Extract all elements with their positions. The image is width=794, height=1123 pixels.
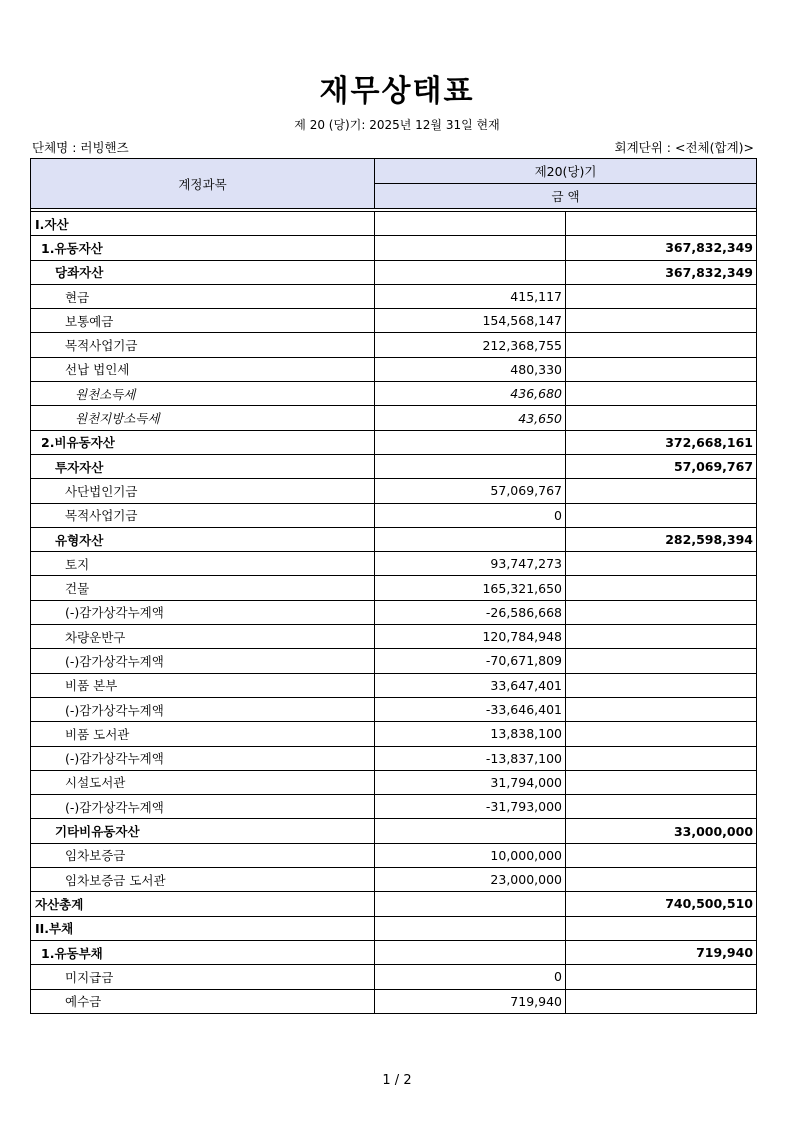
account-name: 미지급금 (31, 965, 375, 989)
detail-amount: 719,940 (375, 989, 566, 1013)
detail-amount: 120,784,948 (375, 625, 566, 649)
page-title: 재무상태표 (319, 74, 475, 109)
total-amount (566, 333, 757, 357)
total-amount: 367,832,349 (566, 236, 757, 260)
account-name: 비품 도서관 (31, 722, 375, 746)
total-amount (566, 406, 757, 430)
table-row (31, 430, 757, 454)
total-amount (566, 625, 757, 649)
detail-amount: 480,330 (375, 357, 566, 381)
total-amount: 282,598,394 (566, 527, 757, 551)
detail-amount: 165,321,650 (375, 576, 566, 600)
account-name: (-)감가상각누계액 (31, 697, 375, 721)
account-name: 임차보증금 도서관 (31, 868, 375, 892)
detail-amount: 23,000,000 (375, 868, 566, 892)
table-row (31, 333, 757, 357)
detail-amount: 93,747,273 (375, 552, 566, 576)
table-row (31, 552, 757, 576)
total-amount (566, 722, 757, 746)
detail-amount (375, 916, 566, 940)
table-row (31, 989, 757, 1013)
table-row (31, 965, 757, 989)
total-amount (566, 503, 757, 527)
detail-amount: 13,838,100 (375, 722, 566, 746)
header-account: 계정과목 (31, 159, 375, 209)
account-name: (-)감가상각누계액 (31, 746, 375, 770)
total-amount (566, 746, 757, 770)
table-row (31, 868, 757, 892)
account-name: 비품 본부 (31, 673, 375, 697)
total-amount (566, 284, 757, 308)
total-amount (566, 795, 757, 819)
total-amount (566, 673, 757, 697)
detail-amount: -33,646,401 (375, 697, 566, 721)
account-name: (-)감가상각누계액 (31, 600, 375, 624)
account-name: 목적사업기금 (31, 333, 375, 357)
total-amount (566, 576, 757, 600)
detail-amount: 415,117 (375, 284, 566, 308)
table-row (31, 940, 757, 964)
table-row (31, 819, 757, 843)
detail-amount (375, 454, 566, 478)
page-indicator: 1 / 2 (382, 1073, 412, 1088)
total-amount (566, 309, 757, 333)
table-row (31, 892, 757, 916)
total-amount (566, 770, 757, 794)
account-name: 보통예금 (31, 309, 375, 333)
account-name: 사단법인기금 (31, 479, 375, 503)
account-name: 유형자산 (31, 527, 375, 551)
table-row (31, 746, 757, 770)
detail-amount (375, 940, 566, 964)
total-amount: 57,069,767 (566, 454, 757, 478)
table-body (31, 212, 757, 1014)
table-row (31, 454, 757, 478)
detail-amount (375, 430, 566, 454)
total-amount: 367,832,349 (566, 260, 757, 284)
table-row (31, 284, 757, 308)
account-name: II.부채 (31, 916, 375, 940)
total-amount (566, 552, 757, 576)
detail-amount (375, 212, 566, 236)
table-row (31, 527, 757, 551)
table-row (31, 673, 757, 697)
account-name: 2.비유동자산 (31, 430, 375, 454)
table-row (31, 236, 757, 260)
total-amount (566, 479, 757, 503)
detail-amount: 0 (375, 503, 566, 527)
total-amount (566, 212, 757, 236)
table-row (31, 212, 757, 236)
table-row (31, 843, 757, 867)
account-name: 임차보증금 (31, 843, 375, 867)
total-amount (566, 357, 757, 381)
detail-amount: 0 (375, 965, 566, 989)
detail-amount (375, 260, 566, 284)
account-name: 기타비유동자산 (31, 819, 375, 843)
total-amount: 719,940 (566, 940, 757, 964)
header-amount: 금 액 (375, 184, 757, 209)
account-name: 원천지방소득세 (31, 406, 375, 430)
total-amount: 740,500,510 (566, 892, 757, 916)
total-amount (566, 649, 757, 673)
detail-amount: -31,793,000 (375, 795, 566, 819)
account-name: 현금 (31, 284, 375, 308)
table-row (31, 649, 757, 673)
table-row (31, 406, 757, 430)
detail-amount: 212,368,755 (375, 333, 566, 357)
table-row (31, 722, 757, 746)
account-name: (-)감가상각누계액 (31, 795, 375, 819)
detail-amount: 57,069,767 (375, 479, 566, 503)
table-row (31, 576, 757, 600)
table-row (31, 309, 757, 333)
account-name: 1.유동자산 (31, 236, 375, 260)
account-name: 1.유동부채 (31, 940, 375, 964)
detail-amount: 436,680 (375, 382, 566, 406)
account-name: 예수금 (31, 989, 375, 1013)
account-name: 투자자산 (31, 454, 375, 478)
total-amount: 33,000,000 (566, 819, 757, 843)
detail-amount: -26,586,668 (375, 600, 566, 624)
total-amount (566, 916, 757, 940)
account-name: 시설도서관 (31, 770, 375, 794)
account-name: I.자산 (31, 212, 375, 236)
organization-name: 단체명 : 러빙핸즈 (32, 140, 129, 155)
table-row (31, 625, 757, 649)
accounting-unit: 회계단위 : <전체(합계)> (614, 140, 754, 155)
table-row (31, 382, 757, 406)
table-row (31, 916, 757, 940)
detail-amount: 43,650 (375, 406, 566, 430)
account-name: 건물 (31, 576, 375, 600)
table-row (31, 357, 757, 381)
account-name: 토지 (31, 552, 375, 576)
account-name: (-)감가상각누계액 (31, 649, 375, 673)
table-row (31, 770, 757, 794)
total-amount (566, 697, 757, 721)
table-row (31, 600, 757, 624)
detail-amount (375, 236, 566, 260)
detail-amount: 33,647,401 (375, 673, 566, 697)
account-name: 당좌자산 (31, 260, 375, 284)
table-row (31, 503, 757, 527)
detail-amount: 10,000,000 (375, 843, 566, 867)
total-amount (566, 843, 757, 867)
table-row (31, 795, 757, 819)
detail-amount: 154,568,147 (375, 309, 566, 333)
account-name: 선납 법인세 (31, 357, 375, 381)
total-amount (566, 382, 757, 406)
table-row (31, 697, 757, 721)
period-subtitle: 제 20 (당)기: 2025년 12월 31일 현재 (294, 118, 500, 132)
total-amount (566, 965, 757, 989)
account-name: 원천소득세 (31, 382, 375, 406)
total-amount (566, 600, 757, 624)
detail-amount: -13,837,100 (375, 746, 566, 770)
detail-amount: -70,671,809 (375, 649, 566, 673)
account-name: 차량운반구 (31, 625, 375, 649)
balance-sheet-table (30, 158, 757, 1014)
total-amount: 372,668,161 (566, 430, 757, 454)
account-name: 목적사업기금 (31, 503, 375, 527)
total-amount (566, 868, 757, 892)
detail-amount (375, 527, 566, 551)
account-name: 자산총계 (31, 892, 375, 916)
table-row (31, 260, 757, 284)
detail-amount: 31,794,000 (375, 770, 566, 794)
detail-amount (375, 892, 566, 916)
detail-amount (375, 819, 566, 843)
header-period: 제20(당)기 (375, 159, 757, 184)
table-row (31, 479, 757, 503)
total-amount (566, 989, 757, 1013)
